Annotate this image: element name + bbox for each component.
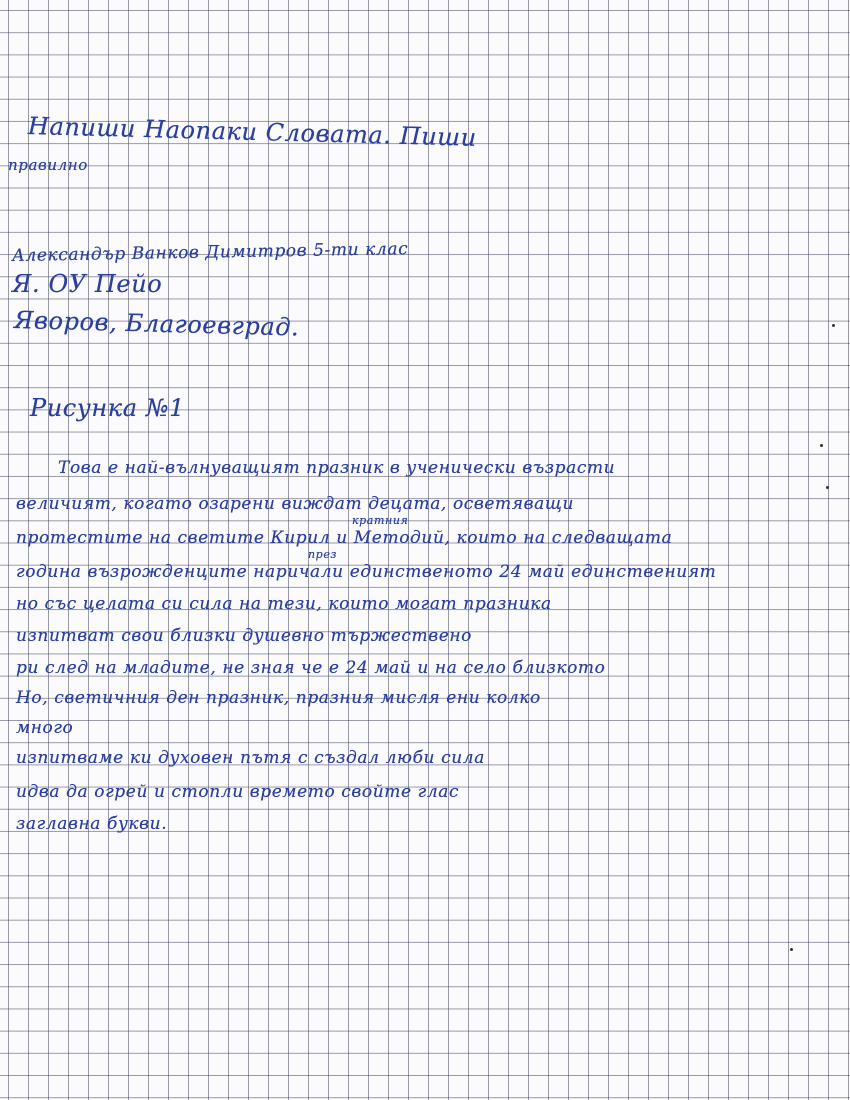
- body-line: но със целата си сила на тези, които могат празника: [16, 594, 552, 614]
- school-location: Яворов, Благоевград.: [13, 306, 300, 342]
- body-line: ри след на младите, не зная че е 24 май и на село близкото: [16, 658, 606, 678]
- body-line: Това е най-вълнуващият празник в ученически възрасти: [58, 458, 616, 478]
- assignment-line-2: правилно: [8, 156, 88, 174]
- body-line: протестите на светите Кирил и Методий, които на следващата: [16, 528, 673, 548]
- body-line: изпитваме ки духовен пътя с създал люби сила: [16, 748, 485, 768]
- body-line: Но, светичния ден празник, празния мисля ени колко: [16, 688, 541, 708]
- body-line: изпитват свои близки душевно тържествено: [16, 626, 472, 646]
- body-line: заглавна букви.: [16, 814, 168, 834]
- insertion-above-line-4: през: [308, 548, 338, 561]
- student-name: Александър Ванков Димитров 5-ти клас: [11, 239, 409, 266]
- paper-speck: [790, 948, 793, 951]
- section-title: Рисунка №1: [30, 394, 186, 422]
- body-line: много: [16, 718, 74, 738]
- body-line: идва да огрей и стопли времето свойте глас: [16, 782, 460, 802]
- body-line: година възрожденците наричали единственото 24 май единственият: [16, 562, 717, 582]
- paper-speck: [832, 324, 835, 327]
- insertion-above-line-3: кратния: [352, 514, 409, 527]
- body-line: величият, когато озарени виждат децата, осветяващи: [16, 494, 575, 514]
- paper-speck: [826, 486, 829, 489]
- assignment-line-1: Напиши Наопаки Словата. Пиши: [27, 112, 478, 152]
- school-name: Я. ОУ Пейо: [12, 270, 163, 298]
- paper-speck: [820, 444, 823, 447]
